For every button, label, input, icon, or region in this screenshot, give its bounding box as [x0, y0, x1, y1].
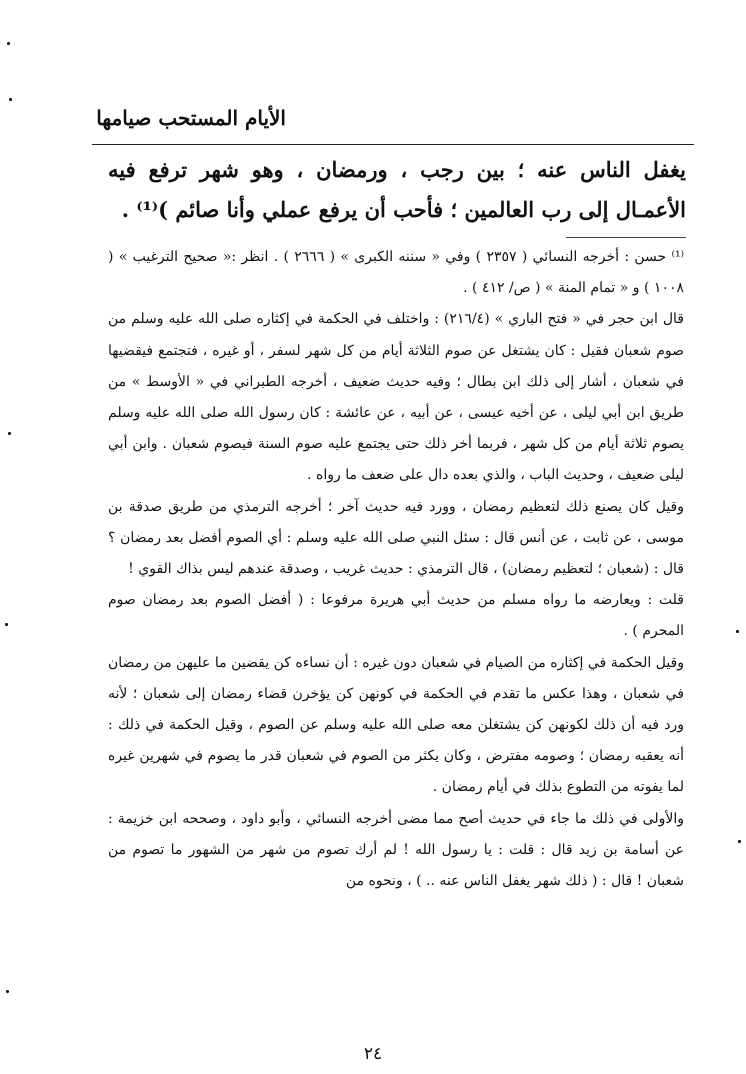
- scan-speck: [738, 840, 741, 843]
- footnote-paragraph: وقيل كان يصنع ذلك لتعظيم رمضان ، وورد فيه حديث آخر ؛ أخرجه الترمذي من طريق صدقة بن موسى ، عن ثابت ، عن أنس قال : سئل النبي صلى الله عليه وسلم : أي الصوم أفضل بعد رمضان ؟ قال : (شعبان ؛ لتعظيم رمضان) ، قال الترمذي : حديث غريب ، وصدقة عندهم ليس بذاك القوي !: [108, 498, 684, 578]
- footnote-paragraph: والأولى في ذلك ما جاء في حديث أصح مما مضى أخرجه النسائي ، وأبو داود ، وصححه ابن خزيمة : عن أسامة بن زيد قال : قلت : يا رسول الله ! لم أرك تصوم من شهر من الشهور ما تصوم من شعبان ! قال : ( ذلك شهر يغفل الناس عنه .. ) ، ونحوه من: [108, 810, 684, 890]
- footnote-paragraph: قلت : ويعارضه ما رواه مسلم من حديث أبي هريرة مرفوعا : ( أفضل الصوم بعد رمضان صوم المحرم ) .: [108, 592, 685, 640]
- footnote-paragraph: وقيل الحكمة في إكثاره من الصيام في شعبان دون غيره : أن نساءه كن يقضين ما عليهن من رمضان في شعبان ، وهذا عكس ما تقدم في الحكمة في كونهن كن يؤخرن قضاء رمضان إلى شعبان ؛ لأنه ورد فيه أن ذلك لكونهن كن يشتغلن معه صلى الله عليه وسلم عن الصوم ، وقيل الحكمة في ذلك : أنه يعقبه رمضان ؛ وصومه مفترض ، وكان يكثر من الصوم في شعبان قدر ما يصوم في شهرين غيره لما يفوته من التطوع بذلك في أيام رمضان .: [108, 654, 684, 796]
- scan-speck: [7, 42, 10, 45]
- scan-speck: [5, 623, 8, 626]
- footnote-separator: [566, 237, 686, 238]
- footnote-paragraph: قال ابن حجر في « فتح الباري » (٢١٦/٤) : واختلف في الحكمة في إكثاره صلى الله عليه وسلم من صوم شعبان فقيل : كان يشتغل عن صوم الثلاثة أيام من كل شهر لسفر ، أو غيره ، فتجتمع فيقضيها في شعبان ، أشار إلى ذلك ابن بطال ؛ وفيه حديث ضعيف ، أخرجه الطبراني في « الأوسط » من طريق ابن أبي ليلى ، عن أخيه عيسى ، عن أبيه ، عن عائشة : كان رسول الله صلى الله عليه وسلم يصوم ثلاثة أيام من كل شهر ، فربما أخر ذلك حتى يجتمع عليه صوم السنة فيصوم شعبان . وابن أبي ليلى ضعيف ، وحديث الباب ، والذي بعده دال على ضعف ما رواه .: [108, 311, 684, 484]
- footnote-section: [108, 242, 684, 897]
- footnote-paragraph: ⁽¹⁾ حسن : أخرجه النسائي ( ٢٣٥٧ ) وفي « سننه الكبرى » ( ٢٦٦٦ ) . انظر :« صحيح الترغيب » ( ١٠٠٨ ) و « تمام المنة » ( ص/ ٤١٢ ) .: [108, 249, 685, 297]
- chapter-header-title: الأيام المستحب صيامها: [96, 106, 286, 130]
- scan-speck: [9, 98, 12, 101]
- main-text-paragraph: يغفل الناس عنه ؛ بين رجب ، ورمضان ، وهو شهر ترفع فيه الأعمـال إلى رب العالمين ؛ فأحب أن يرفع عملي وأنا صائم )⁽¹⁾ .: [108, 157, 686, 222]
- scan-speck: [8, 432, 11, 435]
- page-number: ٢٤: [363, 1044, 383, 1064]
- header-rule: [92, 144, 694, 145]
- scan-speck: [736, 630, 739, 633]
- scan-speck: [6, 990, 9, 993]
